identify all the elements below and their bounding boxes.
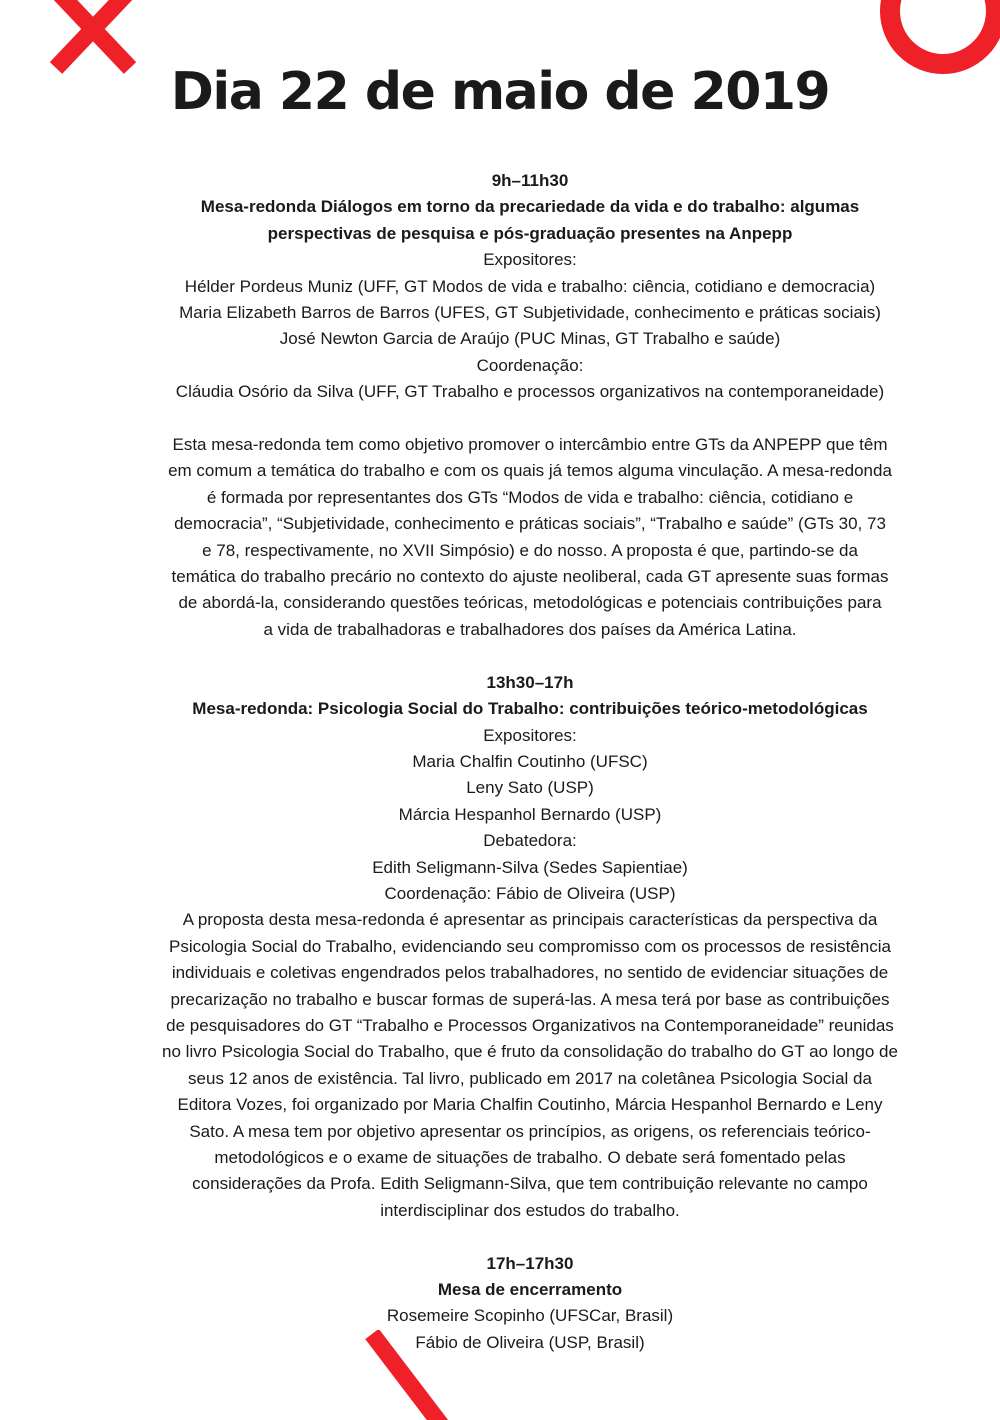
- session-title: Mesa de encerramento: [437, 1280, 623, 1300]
- description-line: interdisciplinar dos estudos do trabalho.: [380, 1200, 680, 1220]
- page-title: Dia 22 de maio de 2019: [170, 62, 830, 122]
- speaker: Fábio de Oliveira (USP, Brasil): [415, 1332, 645, 1352]
- session-2: [140, 670, 920, 1225]
- coordination-label: Coordenação:: [476, 355, 584, 375]
- description-line: Psicologia Social do Trabalho, evidenciando seu compromisso com os processos de resistência: [169, 936, 891, 956]
- debater: Edith Seligmann-Silva (Sedes Sapientiae): [372, 857, 688, 877]
- speaker: Hélder Pordeus Muniz (UFF, GT Modos de vida e trabalho: ciência, cotidiano e democracia): [184, 276, 876, 296]
- session-title: Mesa-redonda: Psicologia Social do Trabalho: contribuições teórico-metodológicas: [192, 699, 868, 719]
- description-line: precarização no trabalho e buscar formas de superá-las. A mesa terá por base as contribuições: [170, 989, 890, 1009]
- speakers-label: Expositores:: [483, 725, 577, 745]
- session-time: 9h–11h30: [491, 171, 569, 190]
- speaker: Maria Elizabeth Barros de Barros (UFES, GT Subjetividade, conhecimento e práticas sociais): [179, 303, 881, 323]
- session-description: [140, 432, 920, 643]
- speakers-label: Expositores:: [483, 250, 577, 270]
- description-line: é formada por representantes dos GTs “Modos de vida e trabalho: ciência, cotidiano e: [206, 487, 854, 507]
- description-line: Esta mesa-redonda tem como objetivo promover o intercâmbio entre GTs da ANPEPP que têm: [172, 435, 888, 455]
- description-line: e 78, respectivamente, no XVII Simpósio) e do nosso. A proposta é que, partindo-se da: [202, 540, 858, 560]
- description-line: considerações da Profa. Edith Seligmann-Silva, que tem contribuição relevante no campo: [192, 1174, 868, 1194]
- description-line: Sato. A mesa tem por objetivo apresentar os princípios, as origens, os referenciais teórico-: [189, 1121, 871, 1141]
- description-line: seus 12 anos de existência. Tal livro, publicado em 2017 na coletânea Psicologia Social da: [188, 1068, 872, 1088]
- description-line: temática do trabalho precário no contexto do ajuste neoliberal, cada GT apresente suas formas: [171, 567, 889, 587]
- description-line: de pesquisadores do GT “Trabalho e Processos Organizativos na Contemporaneidade” reunidas: [166, 1015, 894, 1035]
- speaker: Leny Sato (USP): [466, 778, 594, 798]
- description-line: de abordá-la, considerando questões teóricas, metodológicas e potenciais contribuições para: [178, 593, 882, 613]
- speaker: Márcia Hespanhol Bernardo (USP): [398, 804, 662, 824]
- session-time: 13h30–17h: [486, 672, 574, 692]
- session-time: 17h–17h30: [486, 1253, 574, 1273]
- description-line: no livro Psicologia Social do Trabalho, que é fruto da consolidação do trabalho do GT ao longo de: [162, 1042, 898, 1062]
- description-line: metodológicos e o exame de situações de trabalho. O debate será fomentado pelas: [214, 1148, 846, 1167]
- description-line: a vida de trabalhadoras e trabalhadores dos países da América Latina.: [263, 619, 797, 639]
- speaker: José Newton Garcia de Araújo (PUC Minas, GT Trabalho e saúde): [279, 329, 781, 349]
- speaker: Rosemeire Scopinho (UFSCar, Brasil): [386, 1306, 674, 1326]
- debater-label: Debatedora:: [483, 831, 577, 851]
- coordinator: Coordenação: Fábio de Oliveira (USP): [384, 883, 676, 903]
- description-line: Editora Vozes, foi organizado por Maria Chalfin Coutinho, Márcia Hespanhol Bernardo e Leny: [177, 1095, 883, 1115]
- session-1: [140, 168, 920, 643]
- session-title: Mesa-redonda Diálogos em torno da precariedade da vida e do trabalho: algumas: [200, 197, 860, 217]
- description-line: em comum a temática do trabalho e com os quais já temos alguma vinculação. A mesa-redonda: [168, 461, 892, 481]
- schedule: [140, 168, 920, 1356]
- speaker: Maria Chalfin Coutinho (UFSC): [412, 751, 648, 771]
- description-line: individuais e coletivas engendrados pelos trabalhadores, no sentido de evidenciar situações de: [171, 963, 889, 983]
- session-3: [140, 1251, 920, 1357]
- description-line: A proposta desta mesa-redonda é apresentar as principais características da perspectiva da: [182, 910, 878, 930]
- coordinator: Cláudia Osório da Silva (UFF, GT Trabalho e processos organizativos na contemporaneidade): [175, 382, 885, 402]
- session-title: perspectivas de pesquisa e pós-graduação presentes na Anpepp: [267, 223, 793, 243]
- session-description: [140, 907, 920, 1224]
- description-line: democracia”, “Subjetividade, conhecimento e práticas sociais”, “Trabalho e saúde” (GTs 30, 73: [174, 514, 886, 534]
